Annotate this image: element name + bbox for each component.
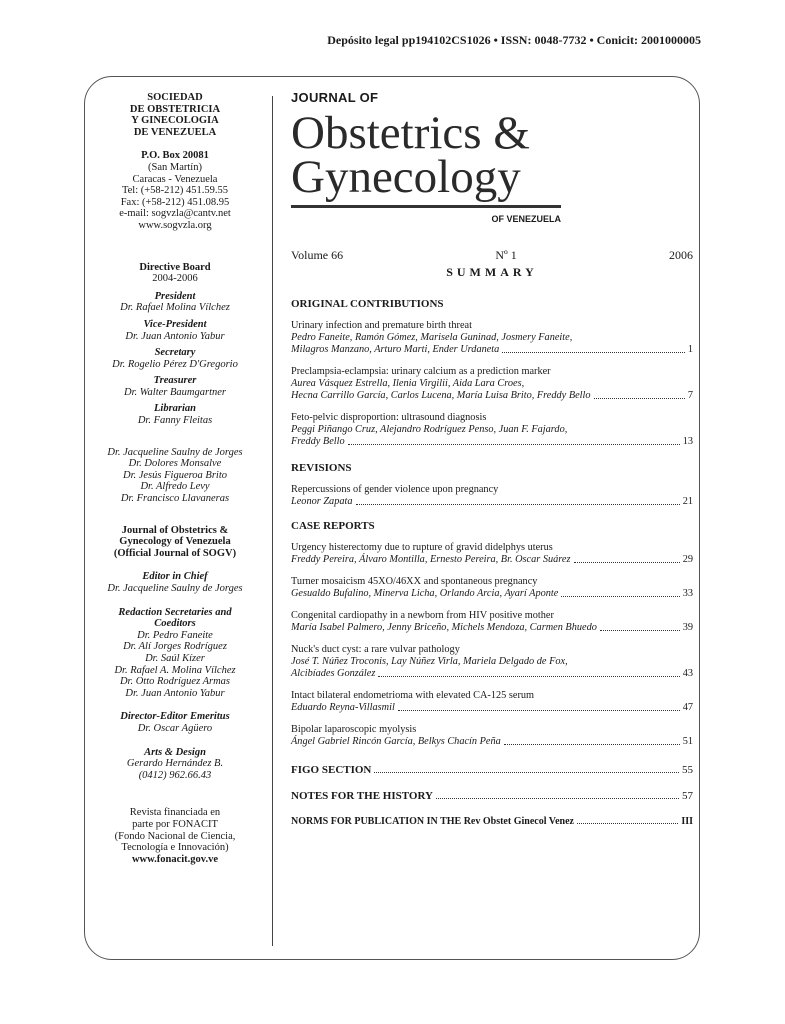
member-name: Dr. Jacqueline Saulny de Jorges: [107, 446, 243, 458]
article-authors: Freddy Pereira, Álvaro Montilla, Ernesto Pereira, Br. Oscar Suárez: [291, 554, 571, 565]
year: 2006: [668, 248, 693, 262]
journal-official: [88, 525, 262, 560]
authors-line: [291, 736, 693, 748]
fax: Fax: (+58-212) 451.08.95: [120, 196, 230, 208]
role-title: Redaction Secretaries and: [118, 606, 232, 618]
toc-entry[interactable]: [291, 644, 693, 680]
authors-line: [291, 344, 693, 356]
phone: Tel: (+58-212) 451.59.55: [121, 185, 229, 197]
page-number: 57: [682, 790, 693, 802]
role-title: Director-Editor Emeritus: [120, 711, 230, 723]
article-authors: María Isabel Palmero, Jenny Briceño, Michels Mendoza, Carmen Bhuedo: [291, 622, 597, 633]
board-years: 2004-2006: [152, 273, 198, 285]
society-line: Y GINECOLOGIA: [131, 115, 219, 127]
journal-line: (Official Journal of SOGV): [113, 547, 237, 559]
leader-dots: [594, 390, 685, 399]
toc-entry[interactable]: [291, 724, 693, 748]
directive-board: [88, 262, 262, 427]
article-authors: Hecna Carrillo García, Carlos Lucena, María Luisa Brito, Freddy Bello: [291, 390, 591, 401]
role-name: Gerardo Hernández B.: [126, 758, 224, 770]
article-title: Nuck's duct cyst: a rare vulvar pathology: [291, 644, 460, 655]
role-title: Vice-President: [143, 318, 207, 330]
section-label: FIGO SECTION: [291, 764, 372, 776]
funding-line: Tecnología e Innovación): [121, 842, 229, 854]
section-revisions: REVISIONS: [291, 462, 352, 474]
article-title: Turner mosaicism 45XO/46XX and spontaneous pregnancy: [291, 576, 538, 587]
member-name: Dr. Jesús Figueroa Brito: [122, 469, 228, 481]
leader-dots: [574, 554, 680, 563]
section-label: NORMS FOR PUBLICATION IN THE Rev Obstet Ginecol Venez: [291, 816, 574, 827]
page-number: 13: [682, 436, 693, 447]
role-name: Dr. Walter Baumgartner: [124, 386, 226, 398]
address-line: Caracas - Venezuela: [132, 173, 218, 185]
board-title: Directive Board: [139, 261, 211, 273]
legal-deposit-line: Depósito legal pp194102CS1026 • ISSN: 0048-7732 • Conicit: 2001000005: [327, 33, 701, 47]
journal-line: Journal of Obstetrics &: [121, 524, 229, 536]
article-authors: Alcibíades González: [291, 668, 376, 679]
toc-entry[interactable]: [291, 484, 693, 508]
leader-dots: [356, 496, 680, 505]
toc-entry[interactable]: [291, 320, 693, 356]
role-title: Librarian: [153, 403, 196, 415]
article-authors: Ángel Gabriel Rincón García, Belkys Chacín Peña: [291, 736, 501, 747]
article-title: Repercussions of gender violence upon pregnancy: [291, 484, 499, 495]
article-authors: Peggi Piñango Cruz, Alejandro Rodríguez Penso, Juan F. Fajardo,: [291, 424, 568, 435]
article-title: Urinary infection and premature birth threat: [291, 320, 472, 331]
arts-design: [88, 747, 262, 782]
toc-entry[interactable]: [291, 412, 693, 448]
address-line: (San Martín): [148, 161, 202, 173]
main-column: [291, 90, 693, 827]
toc-entry[interactable]: [291, 610, 693, 634]
role-title: Coeditors: [154, 618, 196, 630]
page-number: 43: [682, 668, 693, 679]
authors-line: [291, 656, 693, 668]
role-title: President: [154, 290, 196, 302]
authors-line: [291, 496, 693, 508]
page-number: 7: [687, 390, 693, 401]
page-number: 33: [682, 588, 693, 599]
leader-dots: [378, 668, 679, 677]
role-title: Secretary: [154, 347, 196, 359]
authors-line: [291, 668, 693, 680]
authors-line: [291, 436, 693, 448]
role-name: Dr. Oscar Agüero: [137, 722, 213, 734]
page-number: 1: [687, 344, 693, 355]
role-name: Dr. Rafael A. Molina Vílchez: [114, 664, 236, 676]
po-box: P.O. Box 20081: [141, 150, 209, 162]
funding-line: Revista financiada en: [129, 807, 221, 819]
article-title: Congenital cardiopathy in a newborn from HIV positive mother: [291, 610, 554, 621]
toc-entry[interactable]: [291, 576, 693, 600]
sidebar: [88, 92, 262, 865]
authors-line: [291, 622, 693, 634]
leader-dots: [577, 816, 678, 824]
article-title: Preclampsia-eclampsia: urinary calcium as a prediction marker: [291, 366, 551, 377]
journal-title-line: Gynecology: [291, 151, 521, 203]
article-authors: Gesualdo Bufalino, Minerva Licha, Orlando Arcia, Ayarí Aponte: [291, 588, 559, 599]
member-name: Dr. Dolores Monsalve: [128, 458, 222, 470]
authors-line: [291, 332, 693, 344]
role-name: Dr. Saúl Kízer: [145, 652, 205, 664]
article-title: Bipolar laparoscopic myolysis: [291, 724, 417, 735]
role-name: Dr. Fanny Fleitas: [137, 415, 213, 427]
section-label: NOTES FOR THE HISTORY: [291, 790, 433, 802]
society-address: [88, 150, 262, 231]
article-authors: Leonor Zapata: [291, 496, 353, 507]
leader-dots: [436, 790, 679, 799]
role-name: Dr. Juan Antonio Yabur: [125, 330, 225, 342]
authors-line: [291, 390, 693, 402]
member-name: Dr. Alfredo Levy: [140, 481, 210, 493]
journal-of-label: JOURNAL OF: [291, 90, 379, 105]
role-title: Arts & Design: [144, 746, 206, 758]
journal-line: Gynecology of Venezuela: [119, 536, 231, 548]
leader-dots: [398, 702, 680, 711]
role-title: Editor in Chief: [142, 571, 208, 583]
section-notes-history[interactable]: [291, 790, 693, 802]
role-name: Dr. Alí Jorges Rodríguez: [123, 641, 227, 653]
funding-line: (Fondo Nacional de Ciencia,: [114, 830, 236, 842]
role-name: Dr. Rafael Molina Vílchez: [120, 302, 230, 314]
page-number: 51: [682, 736, 693, 747]
funding-website: www.fonacit.gov.ve: [131, 853, 219, 865]
page-number: 55: [682, 764, 693, 776]
role-name: Dr. Jacqueline Saulny de Jorges: [107, 583, 243, 594]
article-authors: Eduardo Reyna-Villasmil: [291, 702, 395, 713]
title-rule: [291, 205, 561, 208]
page-number: 39: [682, 622, 693, 633]
authors-line: [291, 702, 693, 714]
email: e-mail: sogvzla@cantv.net: [119, 208, 231, 220]
article-authors: Pedro Faneite, Ramón Gómez, Marisela Guninad, Josmery Faneite,: [291, 332, 573, 343]
leader-dots: [504, 736, 680, 745]
article-authors: Aurea Vásquez Estrella, Ilenia Virgilii, Aida Lara Croes,: [291, 378, 525, 389]
society-line: DE VENEZUELA: [133, 126, 217, 138]
page-number: 29: [682, 554, 693, 565]
redaction-secretaries: [88, 607, 262, 700]
article-title: Intact bilateral endometrioma with elevated CA-125 serum: [291, 690, 535, 701]
section-norms-publication[interactable]: [291, 816, 693, 827]
section-figo[interactable]: [291, 764, 693, 776]
editor-in-chief: [88, 571, 262, 594]
role-name: Dr. Pedro Faneite: [137, 629, 213, 641]
summary-heading: SUMMARY: [446, 265, 538, 279]
funding-note: [88, 807, 262, 865]
role-name: Dr. Juan Antonio Yabur: [125, 687, 225, 699]
volume-row: [291, 248, 693, 263]
director-emeritus: [88, 711, 262, 734]
toc-entry[interactable]: [291, 542, 693, 566]
role-title: Treasurer: [153, 375, 197, 387]
authors-line: [291, 554, 693, 566]
society-line: SOCIEDAD: [147, 92, 203, 103]
page-number: 47: [682, 702, 693, 713]
page-number: III: [681, 816, 693, 827]
of-venezuela-label: OF VENEZUELA: [491, 214, 561, 224]
leader-dots: [374, 764, 679, 773]
member-name: Dr. Francisco Llavaneras: [120, 493, 230, 505]
volume: Volume 66: [291, 248, 344, 262]
journal-title-line: Obstetrics &: [291, 107, 530, 159]
section-original-contributions: ORIGINAL CONTRIBUTIONS: [291, 298, 444, 310]
journal-title: [291, 107, 693, 203]
article-title: Urgency histerectomy due to rupture of gravid didelphys uterus: [291, 542, 553, 553]
authors-line: [291, 378, 693, 390]
board-members: [88, 447, 262, 505]
role-name: Dr. Rogelio Pérez D'Gregorio: [112, 358, 238, 370]
website: www.sogvzla.org: [138, 219, 212, 231]
article-authors: José T. Núñez Troconis, Lay Núñez Virla, Mariela Delgado de Fox,: [291, 656, 568, 667]
leader-dots: [600, 622, 680, 631]
issue-number: Nº 1: [495, 248, 517, 262]
society-name: [88, 92, 262, 138]
leader-dots: [348, 436, 680, 445]
column-divider: [272, 96, 273, 946]
article-authors: Freddy Bello: [291, 436, 345, 447]
leader-dots: [561, 588, 679, 597]
role-name: (0412) 962.66.43: [138, 769, 212, 781]
funding-line: parte por FONACIT: [132, 818, 218, 830]
society-line: DE OBSTETRICIA: [129, 103, 221, 115]
page-number: 21: [682, 496, 693, 507]
toc-entry[interactable]: [291, 690, 693, 714]
article-title: Feto-pelvic disproportion: ultrasound diagnosis: [291, 412, 487, 423]
authors-line: [291, 424, 693, 436]
toc-entry[interactable]: [291, 366, 693, 402]
leader-dots: [502, 344, 685, 353]
article-authors: Milagros Manzano, Arturo Marti, Ender Urdaneta: [291, 344, 500, 355]
authors-line: [291, 588, 693, 600]
section-case-reports: CASE REPORTS: [291, 520, 375, 532]
role-name: Dr. Otto Rodríguez Armas: [119, 676, 231, 688]
